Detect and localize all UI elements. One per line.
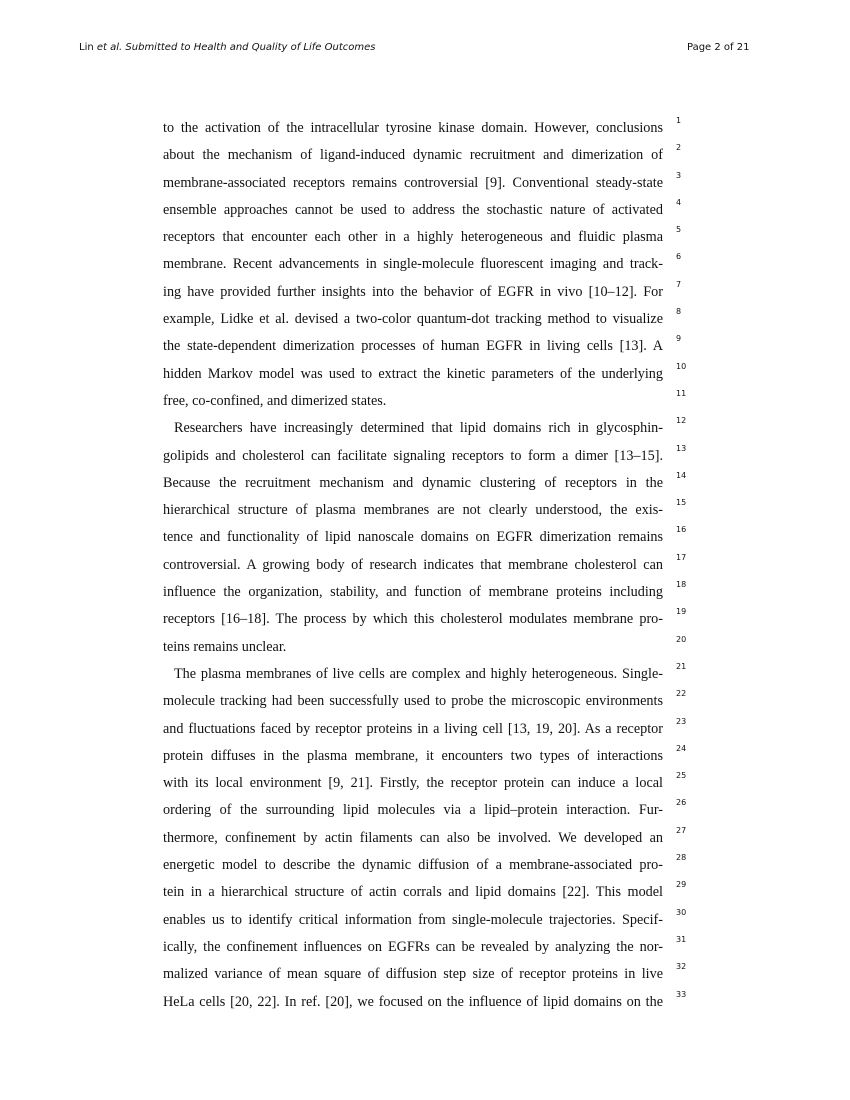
line-number: 14 (676, 470, 687, 480)
text-line: the state-dependent dimerization processes of human EGFR in living cells [13]. A (163, 338, 663, 355)
line-numbers (676, 115, 696, 1016)
line-number: 6 (676, 252, 682, 262)
text-line: with its local environment [9, 21]. Firstly, the receptor protein can induce a local (163, 775, 663, 792)
text-line: receptors [16–18]. The process by which this cholesterol modulates membrane pro- (163, 611, 663, 628)
line-number: 32 (676, 962, 687, 972)
line-number: 17 (676, 552, 687, 562)
line-number: 33 (676, 989, 687, 999)
line-number: 29 (676, 880, 687, 890)
text-line: example, Lidke et al. devised a two-color quantum-dot tracking method to visualize (163, 311, 663, 328)
line-number: 27 (676, 825, 687, 835)
text-line: The plasma membranes of live cells are complex and highly heterogeneous. Single- (174, 665, 663, 682)
text-line: controversial. A growing body of research indicates that membrane cholesterol can (163, 556, 663, 573)
line-number: 9 (676, 334, 682, 344)
line-number: 28 (676, 853, 687, 863)
line-number: 8 (676, 307, 682, 317)
text-line: tence and functionality of lipid nanoscale domains on EGFR dimerization remains (163, 529, 663, 546)
line-number: 30 (676, 907, 687, 917)
text-line: enables us to identify critical information from single-molecule trajectories. Specif- (163, 911, 663, 928)
line-number: 7 (676, 279, 682, 289)
text-line: and fluctuations faced by receptor proteins in a living cell [13, 19, 20]. As a receptor (163, 720, 663, 737)
line-number: 15 (676, 498, 687, 508)
line-number: 3 (676, 170, 682, 180)
line-number: 24 (676, 743, 687, 753)
header-authors: Lin (79, 42, 94, 53)
line-number: 12 (676, 416, 687, 426)
line-number: 18 (676, 580, 687, 590)
text-line: ensemble approaches cannot be used to address the stochastic nature of activated (163, 201, 663, 218)
header-journal: Submitted to Health and Quality of Life Outcomes (125, 42, 376, 53)
line-number: 11 (676, 388, 687, 398)
text-line: ing have provided further insights into the behavior of EGFR in vivo [10–12]. For (163, 283, 663, 300)
line-number: 10 (676, 361, 687, 371)
body-text (163, 115, 663, 1016)
text-line: Because the recruitment mechanism and dynamic clustering of receptors in the (163, 474, 663, 491)
line-number: 25 (676, 771, 687, 781)
line-number: 19 (676, 607, 687, 617)
text-line: hierarchical structure of plasma membranes are not clearly understood, the exis- (163, 502, 663, 519)
text-line: membrane-associated receptors remains controversial [9]. Conventional steady-state (163, 174, 663, 191)
line-number: 22 (676, 689, 687, 699)
text-line: golipids and cholesterol can facilitate signaling receptors to form a dimer [13–15]. (163, 447, 663, 464)
running-header (79, 42, 375, 53)
text-line: HeLa cells [20, 22]. In ref. [20], we focused on the influence of lipid domains on the (163, 993, 663, 1010)
text-line: malized variance of mean square of diffusion step size of receptor proteins in live (163, 966, 663, 983)
text-line: ically, the confinement influences on EGFRs can be revealed by analyzing the nor- (163, 938, 663, 955)
text-line: to the activation of the intracellular tyrosine kinase domain. However, conclusions (163, 120, 663, 136)
line-number: 23 (676, 716, 687, 726)
line-number: 13 (676, 443, 687, 453)
text-line: molecule tracking had been successfully used to probe the microscopic environments (163, 693, 663, 710)
line-number: 5 (676, 225, 682, 235)
line-number: 26 (676, 798, 687, 808)
text-line: ordering of the surrounding lipid molecules via a lipid–protein interaction. Fur- (163, 802, 663, 819)
text-line: influence the organization, stability, and function of membrane proteins including (163, 584, 663, 601)
text-line: hidden Markov model was used to extract the kinetic parameters of the underlying (163, 365, 663, 382)
line-number: 21 (676, 661, 687, 671)
text-line: membrane. Recent advancements in single-molecule fluorescent imaging and track- (163, 256, 663, 273)
text-line: thermore, confinement by actin filaments can also be involved. We developed an (163, 829, 663, 846)
page-number: Page 2 of 21 (687, 42, 750, 53)
line-number: 4 (676, 197, 682, 207)
text-line: free, co-confined, and dimerized states. (163, 392, 387, 409)
text-line: receptors that encounter each other in a highly heterogeneous and fluidic plasma (163, 229, 663, 246)
text-line: Researchers have increasingly determined that lipid domains rich in glycosphin- (174, 420, 663, 437)
header-etal: et al. (96, 42, 123, 53)
line-number: 2 (676, 143, 682, 153)
line-number: 31 (676, 934, 687, 944)
text-line: about the mechanism of ligand-induced dynamic recruitment and dimerization of (163, 147, 663, 164)
text-line: tein in a hierarchical structure of actin corrals and lipid domains [22]. This model (163, 884, 663, 901)
text-line: protein diffuses in the plasma membrane, it encounters two types of interactions (163, 747, 663, 764)
line-number: 1 (676, 116, 682, 125)
line-number: 20 (676, 634, 687, 644)
text-line: teins remains unclear. (163, 638, 287, 655)
text-line: energetic model to describe the dynamic diffusion of a membrane-associated pro- (163, 857, 663, 874)
line-number: 16 (676, 525, 687, 535)
